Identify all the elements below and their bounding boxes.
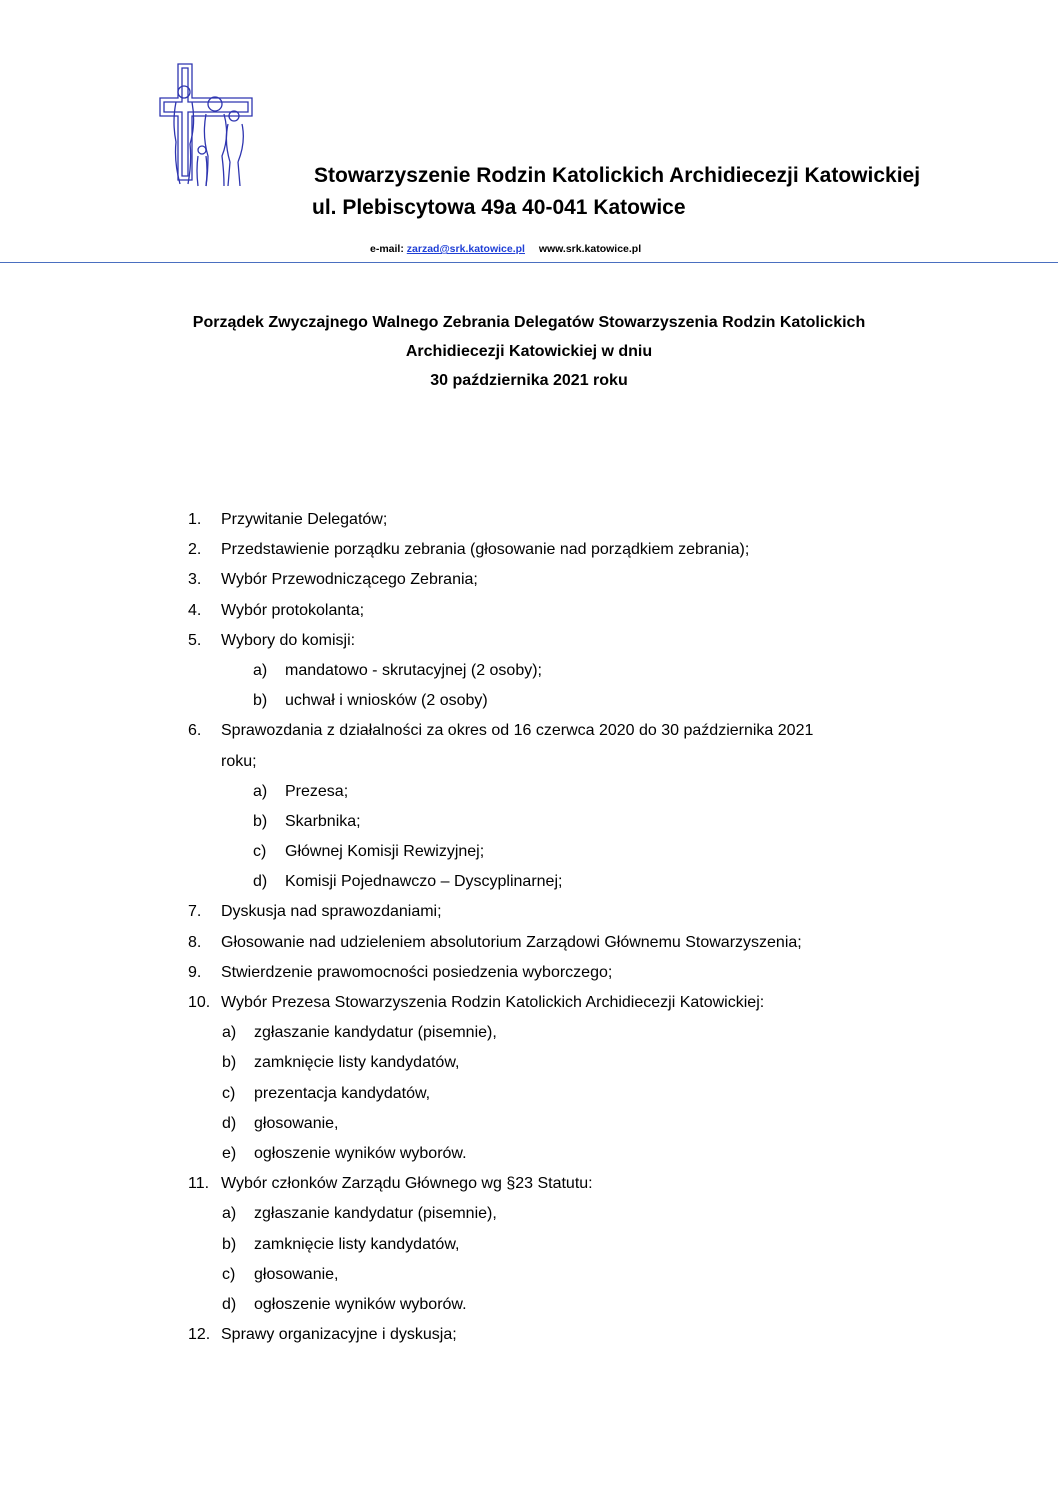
agenda-item (0, 958, 1058, 988)
agenda-item (0, 928, 1058, 958)
subitem-text: zamknięcie listy kandydatów, (254, 1054, 460, 1072)
subitem-text: zgłaszanie kandydatur (pisemnie), (254, 1024, 497, 1042)
agenda-subitem (0, 807, 1058, 837)
subitem-text: zgłaszanie kandydatur (pisemnie), (254, 1205, 497, 1223)
organization-address: ul. Plebiscytowa 49a 40-041 Katowice (312, 196, 686, 219)
subitem-letter: b) (222, 1054, 237, 1072)
subitem-letter: b) (253, 812, 268, 830)
subitem-text: Komisji Pojednawczo – Dyscyplinarnej; (285, 873, 563, 891)
subitem-letter: d) (222, 1295, 237, 1313)
subitem-letter: c) (222, 1084, 236, 1102)
item-text: Wybór Prezesa Stowarzyszenia Rodzin Katolickich Archidiecezji Katowickiej: (221, 994, 765, 1011)
item-text: Sprawy organizacyjne i dyskusja; (221, 1326, 457, 1344)
subitem-letter: d) (253, 873, 268, 891)
subitem-text: Skarbnika; (285, 812, 361, 830)
agenda-subitem (0, 1048, 1058, 1078)
subitem-letter: c) (222, 1265, 236, 1283)
item-text: Przedstawienie porządku zebrania (głosowanie nad porządkiem zebrania); (221, 541, 750, 559)
agenda-subitem (0, 1018, 1058, 1048)
agenda-item (0, 505, 1058, 535)
agenda-item (0, 626, 1058, 656)
email-link[interactable]: zarzad@srk.katowice.pl (406, 243, 525, 255)
agenda-list (0, 505, 1058, 1350)
agenda-subitem (0, 1230, 1058, 1260)
title-line-1: Porządek Zwyczajnego Walnego Zebrania Delegatów Stowarzyszenia Rodzin Katolickich (192, 314, 866, 331)
item-number: 12. (188, 1326, 211, 1344)
subitem-text: uchwał i wniosków (2 osoby) (285, 692, 488, 710)
document-title (100, 308, 958, 395)
item-number: 9. (188, 963, 202, 981)
item-number: 5. (188, 631, 202, 649)
agenda-item (0, 565, 1058, 595)
subitem-letter: a) (253, 661, 268, 679)
item-number: 7. (188, 903, 202, 921)
item-number: 10. (188, 994, 211, 1011)
agenda-item-continuation (0, 747, 1058, 777)
subitem-letter: b) (222, 1235, 237, 1253)
item-number: 11. (188, 1175, 210, 1193)
item-number: 8. (188, 933, 202, 951)
agenda-subitem (0, 1290, 1058, 1320)
agenda-subitem (0, 1079, 1058, 1109)
agenda-subitem (0, 1260, 1058, 1290)
item-text: Przywitanie Delegatów; (221, 511, 388, 528)
agenda-subitem (0, 656, 1058, 686)
agenda-item (0, 988, 1058, 1018)
organization-logo (158, 62, 254, 188)
subitem-text: zamknięcie listy kandydatów, (254, 1235, 460, 1253)
agenda-item (0, 596, 1058, 626)
title-line-2: Archidiecezji Katowickiej w dniu (405, 343, 653, 360)
subitem-letter: b) (253, 692, 268, 710)
item-number: 6. (188, 722, 202, 740)
agenda-item (0, 1320, 1058, 1350)
subitem-letter: a) (222, 1024, 237, 1042)
agenda-subitem (0, 686, 1058, 716)
item-text: Głosowanie nad udzieleniem absolutorium Zarządowi Głównemu Stowarzyszenia; (221, 933, 802, 951)
subitem-letter: a) (222, 1205, 237, 1223)
subitem-text: ogłoszenie wyników wyborów. (254, 1295, 467, 1313)
item-text: Sprawozdania z działalności za okres od 16 czerwca 2020 do 30 października 2021 (221, 722, 814, 740)
agenda-item (0, 716, 1058, 746)
agenda-subitem (0, 1109, 1058, 1139)
subitem-text: Głównej Komisji Rewizyjnej; (285, 843, 485, 861)
subitem-letter: e) (222, 1144, 237, 1162)
subitem-text: Prezesa; (285, 782, 349, 800)
item-number: 2. (188, 541, 202, 559)
agenda-subitem (0, 837, 1058, 867)
website-text: www.srk.katowice.pl (538, 243, 642, 255)
subitem-text: prezentacja kandydatów, (254, 1084, 431, 1102)
agenda-item (0, 897, 1058, 927)
item-text: Stwierdzenie prawomocności posiedzenia wyborczego; (221, 963, 613, 981)
agenda-subitem (0, 1139, 1058, 1169)
item-text: Dyskusja nad sprawozdaniami; (221, 903, 442, 921)
subitem-text: mandatowo - skrutacyjnej (2 osoby); (285, 661, 542, 679)
item-text: Wybór protokolanta; (221, 601, 365, 619)
item-number: 3. (188, 571, 202, 589)
agenda-subitem (0, 867, 1058, 897)
item-number: 1. (188, 511, 202, 528)
subitem-letter: c) (253, 843, 267, 861)
header-divider (0, 262, 1058, 263)
item-number: 4. (188, 601, 202, 619)
item-text: Wybór Przewodniczącego Zebrania; (221, 571, 478, 589)
agenda-item (0, 1169, 1058, 1199)
organization-name: Stowarzyszenie Rodzin Katolickich Archidiecezji Katowickiej (314, 164, 921, 187)
contact-line (370, 243, 641, 255)
item-text: Wybory do komisji: (221, 631, 356, 649)
subitem-text: głosowanie, (254, 1114, 339, 1132)
item-text: Wybór członków Zarządu Głównego wg §23 Statutu: (221, 1175, 593, 1193)
subitem-text: głosowanie, (254, 1265, 339, 1283)
title-line-3: 30 października 2021 roku (430, 372, 628, 389)
subitem-letter: d) (222, 1114, 237, 1132)
agenda-subitem (0, 777, 1058, 807)
email-label: e-mail: (370, 243, 404, 255)
subitem-text: ogłoszenie wyników wyborów. (254, 1144, 467, 1162)
subitem-letter: a) (253, 782, 268, 800)
item-text: roku; (221, 752, 257, 770)
agenda-item (0, 535, 1058, 565)
agenda-subitem (0, 1199, 1058, 1229)
